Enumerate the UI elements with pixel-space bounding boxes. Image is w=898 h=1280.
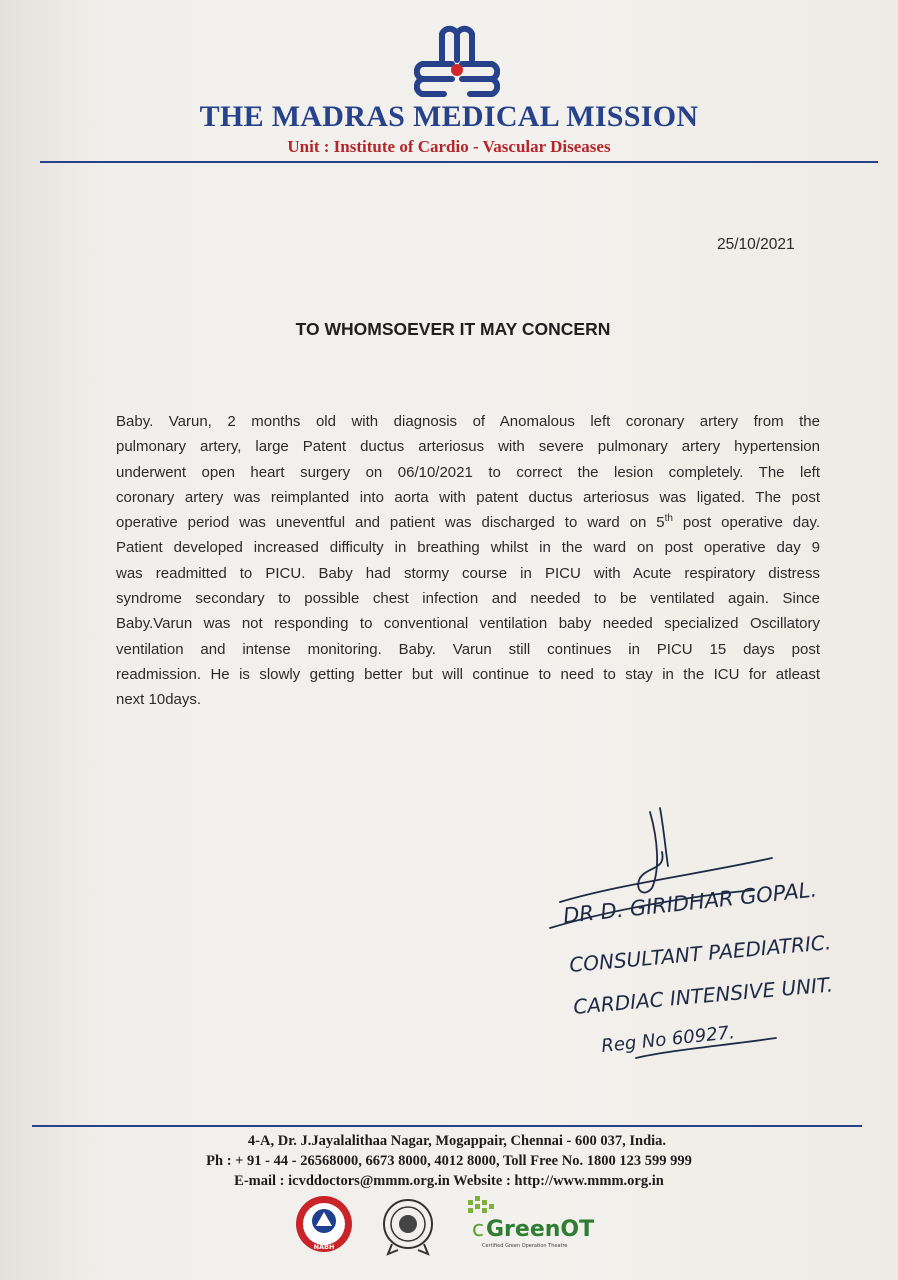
body-line: pulmonary artery, large Patent ductus arteriosus with severe pulmonary artery hypertension: [116, 438, 820, 456]
footer-email-website: E-mail : icvddoctors@mmm.org.in Website : http://www.mmm.org.in: [234, 1173, 664, 1189]
footer-divider: [32, 1125, 862, 1127]
mmm-logo-icon: [414, 20, 500, 98]
unit-name: Unit : Institute of Cardio - Vascular Diseases: [287, 137, 611, 156]
body-line: coronary artery was reimplanted into aorta with patent ductus arteriosus was ligated. The post: [116, 488, 820, 506]
handwritten-signature: [540, 800, 880, 1100]
body-line: syndrome secondary to possible chest infection and needed to be ventilated again. Since: [116, 590, 820, 608]
signature-title2: CARDIAC INTENSIVE UNIT.: [572, 972, 834, 1019]
signature-reg: Reg No 60927.: [600, 1022, 736, 1057]
superscript: th: [664, 513, 673, 525]
accreditation-badges: [290, 1192, 620, 1264]
body-line: next 10days.: [116, 691, 202, 709]
nabh-badge-icon: [296, 1196, 352, 1252]
body-line: underwent open heart surgery on 06/10/2021 to correct the lesion completely. The left: [116, 463, 820, 481]
signature-name: DR D. GIRIDHAR GOPAL.: [562, 877, 819, 928]
footer-phone: Ph : + 91 - 44 - 26568000, 6673 8000, 4012 8000, Toll Free No. 1800 123 599 999: [206, 1153, 692, 1169]
letter-body: [116, 409, 820, 713]
greenot-label: GreenOT: [486, 1217, 595, 1242]
body-line: ventilation and intense monitoring. Baby. Varun still continues in PICU 15 days post: [116, 640, 820, 658]
signature-title1: CONSULTANT PAEDIATRIC.: [568, 930, 833, 977]
body-line: readmission. He is slowly getting better but will continue to need to stay in the ICU for atleast: [116, 665, 820, 683]
footer-address: 4-A, Dr. J.Jayalalithaa Nagar, Mogappair, Chennai - 600 037, India.: [247, 1133, 667, 1149]
greenot-prefix: c: [472, 1217, 485, 1242]
greenot-badge-icon: [468, 1196, 594, 1249]
body-line-part: operative period was uneventful and patient was discharged to ward on 5: [116, 514, 665, 532]
body-line: [116, 510, 820, 535]
greenot-caption: Certified Green Operation Theatre: [482, 1243, 568, 1249]
letter-date: 25/10/2021: [717, 236, 795, 253]
organization-name: THE MADRAS MEDICAL MISSION: [199, 100, 699, 133]
nabh-label: NABH: [313, 1243, 335, 1251]
header-divider: [40, 161, 878, 163]
body-line: Patient developed increased difficulty in breathing whilst in the ward on post operative day 9: [116, 539, 820, 557]
body-line: Baby.Varun was not responding to conventional ventilation baby needed specialized Oscillatory: [116, 615, 820, 633]
letter-heading: TO WHOMSOEVER IT MAY CONCERN: [295, 319, 611, 339]
body-line: was readmitted to PICU. Baby had stormy course in PICU with Acute respiratory distress: [116, 564, 820, 582]
body-line: Baby. Varun, 2 months old with diagnosis of Anomalous left coronary artery from the: [116, 413, 820, 430]
seal-badge-icon: [384, 1200, 432, 1254]
body-line-part: post operative day.: [672, 514, 820, 532]
